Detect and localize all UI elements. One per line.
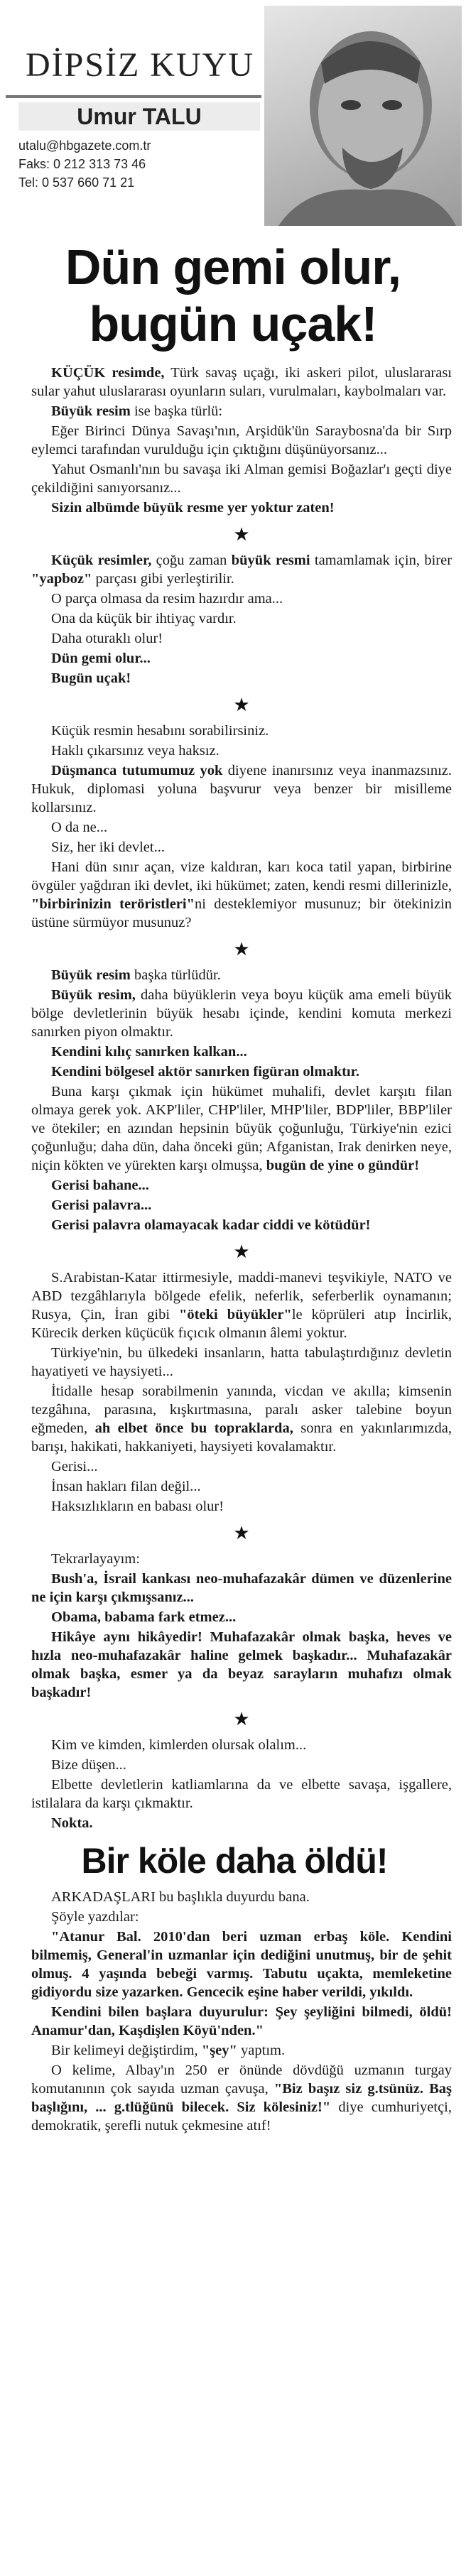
text: le köprüleri atıp İncirlik, Kürecik derken küçücük fıçıcık olmanın âlemi yoktur. (31, 1307, 452, 1341)
bold-text: Büyük resim (51, 967, 131, 983)
bold-text: Gerisi palavra... (51, 1197, 152, 1213)
paragraph (31, 2003, 452, 2040)
bold-text: "Atanur Bal. 2010'dan beri uzman erbaş köle. Kendini bilmemiş, General'in uzmanlar için dediğini unutmuş, bir de şehit olmuş. 4 yaşında bebeği varmış. Tabutu uçakta, memleketine gidiyordu size yazarken. Gencecik eşine haber verildi, yıkıldı. (31, 1929, 452, 2000)
bold-text: Büyük resim (51, 403, 131, 419)
bold-text: bugün de yine o gündür! (266, 1158, 420, 1173)
fax-row (18, 155, 260, 173)
author-photo (264, 6, 462, 226)
star-icon: ★ (233, 939, 250, 960)
text: yaptım. (237, 2043, 286, 2058)
text: çoğu zaman (151, 553, 232, 568)
text: ni desteklemiyor musunuz; bir ötekinizin üstüne sürmüyor musunuz? (31, 896, 452, 930)
bold-text: "Biz başız siz g.tsünüz. Baş başlığını, ... g.tlüğünü bilecek. Siz kölesiniz!" (31, 2081, 452, 2115)
star-icon: ★ (233, 1709, 250, 1729)
paragraph: Kim ve kimden, kimlerden olursak olalım... (51, 1737, 307, 1753)
paragraph (31, 1628, 452, 1702)
paragraph (31, 1382, 452, 1456)
bold-text: Bugün uçak! (51, 670, 131, 686)
article-body (31, 364, 452, 2136)
paragraph (31, 402, 452, 420)
article-headline (0, 239, 466, 352)
paragraph (31, 1176, 452, 1195)
paragraph (31, 2061, 452, 2135)
header-divider (6, 95, 261, 98)
paragraph: Türkiye'nin, bu ülkedeki insanların, hatta tabulaştırdığınız devletin hayatiyeti ve haysiyeti... (31, 1345, 452, 1379)
fax-label: Faks (18, 157, 47, 171)
paragraph (31, 986, 452, 1041)
paragraph: Tekrarlayayım: (51, 1551, 140, 1567)
column-info (6, 7, 261, 223)
paragraph (31, 966, 452, 984)
text: Türk savaş uçağı, iki askeri pilot, uluslararası sular yahut uluslararası oyunların suları, vurulmaları, kaybolmaları var. (31, 365, 452, 399)
paragraph: İnsan hakları filan değil... (51, 1479, 201, 1494)
bold-text: Hikâye aynı hikâyedir! Muhafazakâr olmak başka, heves ve hızla neo-muhafazakâr haline gelmek başkadır... Muhafazakâr olmak başka, esmer ya da beyaz sarayların muhafızı olmak başkadır! (31, 1629, 452, 1700)
text: Bir kelimeyi değiştirdim, (51, 2043, 202, 2058)
bold-text: Kendini bilen başlara duyurulur: Şey şeyliğini bilmedi, öldü! Anamur'dan, Kaşdişlen Köyü'nden." (31, 2004, 452, 2038)
bold-text: Sizin albümde büyük resme yer yoktur zaten! (51, 500, 335, 516)
text: İtidalle hesap sorabilmenin yanında, vicdan ve akılla; kimsenin tezgâhına, parasına, kışkırtmasına, paralı asker talebine boyun eğmeden, (31, 1384, 452, 1436)
paragraph (31, 1928, 452, 2001)
paragraph (31, 649, 452, 668)
paragraph: Küçük resmin hesabını sorabilirsiniz. (51, 723, 269, 739)
paragraph: Bize düşen... (51, 1757, 126, 1773)
author-name: Umur TALU (18, 102, 260, 131)
star-icon: ★ (233, 1523, 250, 1543)
paragraph: Elbette devletlerin katliamlarına da ve elbette savaşa, işgallere, istilalara da karşı çıkmaktır. (31, 1777, 452, 1811)
fax-number: : 0 212 313 73 46 (46, 157, 146, 171)
bold-text: KÜÇÜK resimde, (51, 365, 165, 381)
paragraph (31, 1268, 452, 1342)
bold-text: Küçük resimler, (51, 553, 152, 568)
paragraph: O da ne... (51, 820, 108, 835)
bold-text: "birbirinizin teröristleri" (31, 896, 195, 912)
star-icon: ★ (233, 695, 250, 715)
paragraph: Daha oturaklı olur! (51, 631, 163, 646)
text: parçası gibi yerleştirilir. (92, 571, 234, 587)
tel-label: Tel (18, 175, 36, 190)
text: Buna karşı çıkmak için hükümet muhalifi, devlet karşıtı filan olmaya gerek yok. AKP'liler, CHP'liler, MHP'liler, BDP'liler, BBP'liler ve ötekiler; en azından hepsinin büyük çoğunluğu, Türkiye'nin ezici çoğunluğu; daha dün, daha önceki gün; Afganistan, Irak denirken neye, niçin kökten ve yürekten karşı olmuşsa, (31, 1084, 452, 1173)
bold-text: Obama, babama fark etmez... (51, 1609, 237, 1625)
paragraph: Ona da küçük bir ihtiyaç vardır. (51, 611, 237, 626)
bold-text: Gerisi palavra olamayacak kadar ciddi ve kötüdür! (51, 1217, 371, 1233)
paragraph (31, 1082, 452, 1175)
column-header (0, 0, 466, 230)
text: daha büyüklerin veya boyu küçük ama emeli büyük bölge devletlerinin büyük hesabı içinde, kendini komuta merkezi sanırken piyon olmaktır. (31, 987, 452, 1040)
column-name: DİPSİZ KUYU (26, 46, 254, 84)
second-article-headline: Bir köle daha öldü! (81, 1841, 388, 1881)
paragraph: Gerisi... (51, 1459, 98, 1474)
tel-row (18, 173, 260, 192)
paragraph (31, 1216, 452, 1234)
bold-text: Bush'a, İsrail kankası neo-muhafazakâr dümen ve düzenlerine ne için karşı çıkmışsanız... (31, 1571, 452, 1605)
bold-text: "öteki büyükler" (179, 1307, 292, 1322)
paragraph (31, 364, 452, 401)
bold-text: "yapboz" (31, 571, 92, 587)
paragraph (31, 551, 452, 588)
paragraph: Eğer Birinci Dünya Savaşı'nın, Arşidük'ün Saraybosna'da bir Sırp eylemci tarafından vurulduğu için çıktığını düşünüyorsanız... (31, 423, 452, 457)
star-icon: ★ (233, 524, 250, 545)
paragraph: ARKADAŞLARI bu başlıkla duyurdu bana. (51, 1889, 310, 1905)
text: tamamlamak için, birer (310, 553, 453, 568)
text: diye cumhuriyetçi, demokratik, şerefli nutuk çekmesine atıf! (31, 2099, 452, 2134)
paragraph: Siz, her iki devlet... (51, 839, 165, 855)
text: başka türlüdür. (130, 967, 221, 983)
bold-text: büyük resmi (231, 553, 310, 568)
paragraph: Haksızlıkların en babası olur! (51, 1499, 224, 1514)
text: ise başka türlü: (130, 403, 223, 419)
paragraph (31, 1814, 452, 1832)
tel-number: : 0 537 660 71 21 (35, 175, 135, 190)
text: diyene inanırsınız veya inanmazsınız. Hukuk, diplomasi yoluna başvurur veya benzer bir misilleme kollarsınız. (31, 763, 453, 815)
paragraph (31, 669, 452, 688)
paragraph (31, 1043, 452, 1061)
bold-text: Kendini bölgesel aktör sanırken figüran olmaktır. (51, 1064, 359, 1080)
paragraph: O parça olmasa da resim hazırdır ama... (51, 591, 283, 607)
contact-info (18, 136, 260, 192)
paragraph: Haklı çıkarsınız veya haksız. (51, 743, 220, 759)
bold-text: "şey" (201, 2043, 237, 2058)
paragraph: Şöyle yazdılar: (51, 1909, 139, 1925)
paragraph (31, 2041, 452, 2060)
bold-text: Düşmanca tutumumuz yok (51, 763, 223, 778)
text: sonra en yakınlarımızda, barışı, hakikati, hakkaniyeti, haysiyeti kovalamaktır. (31, 1420, 452, 1455)
paragraph (31, 1063, 452, 1081)
paragraph (31, 499, 452, 517)
paragraph (31, 761, 452, 817)
bold-text: Büyük resim, (51, 987, 136, 1003)
headline-line-2: bugün uçak! (89, 296, 377, 352)
bold-text: Kendini kılıç sanırken kalkan... (51, 1044, 247, 1060)
author-email[interactable]: utalu@hbgazete.com.tr (18, 138, 151, 153)
bold-text: ah elbet önce bu topraklarda, (94, 1420, 293, 1436)
bold-text: Gerisi bahane... (51, 1178, 149, 1193)
text: Hani dün sınır açan, vize kaldıran, karı koca tatil yapan, birbirine övgüler yağdıran iki devlet, iki hükümet; zaten, kendi resmi dillerinizle, (31, 859, 452, 893)
paragraph (31, 858, 452, 932)
text: O kelime, Albay'ın 250 er önünde dövdüğü uzmanın turgay komutanının çok sayıda uzman çavuşa, (31, 2063, 452, 2097)
star-icon: ★ (233, 1241, 250, 1262)
paragraph (31, 1570, 452, 1607)
headline-line-1: Dün gemi olur, (65, 239, 401, 295)
bold-text: Dün gemi olur... (51, 651, 151, 666)
paragraph (31, 1196, 452, 1214)
paragraph: Yahut Osmanlı'nın bu savaşa iki Alman gemisi Boğazlar'ı geçti diye çekildiğini sanıyorsanız... (31, 462, 452, 496)
text: S.Arabistan-Katar ittirmesiyle, maddi-manevi teşvikiyle, NATO ve ABD tezgâhlarıyla bölgede efelik, neferlik, seferberlik oynamanın; Rusya, Çin, İran gibi (31, 1270, 452, 1322)
paragraph (31, 1608, 452, 1626)
bold-text: Nokta. (51, 1815, 93, 1831)
